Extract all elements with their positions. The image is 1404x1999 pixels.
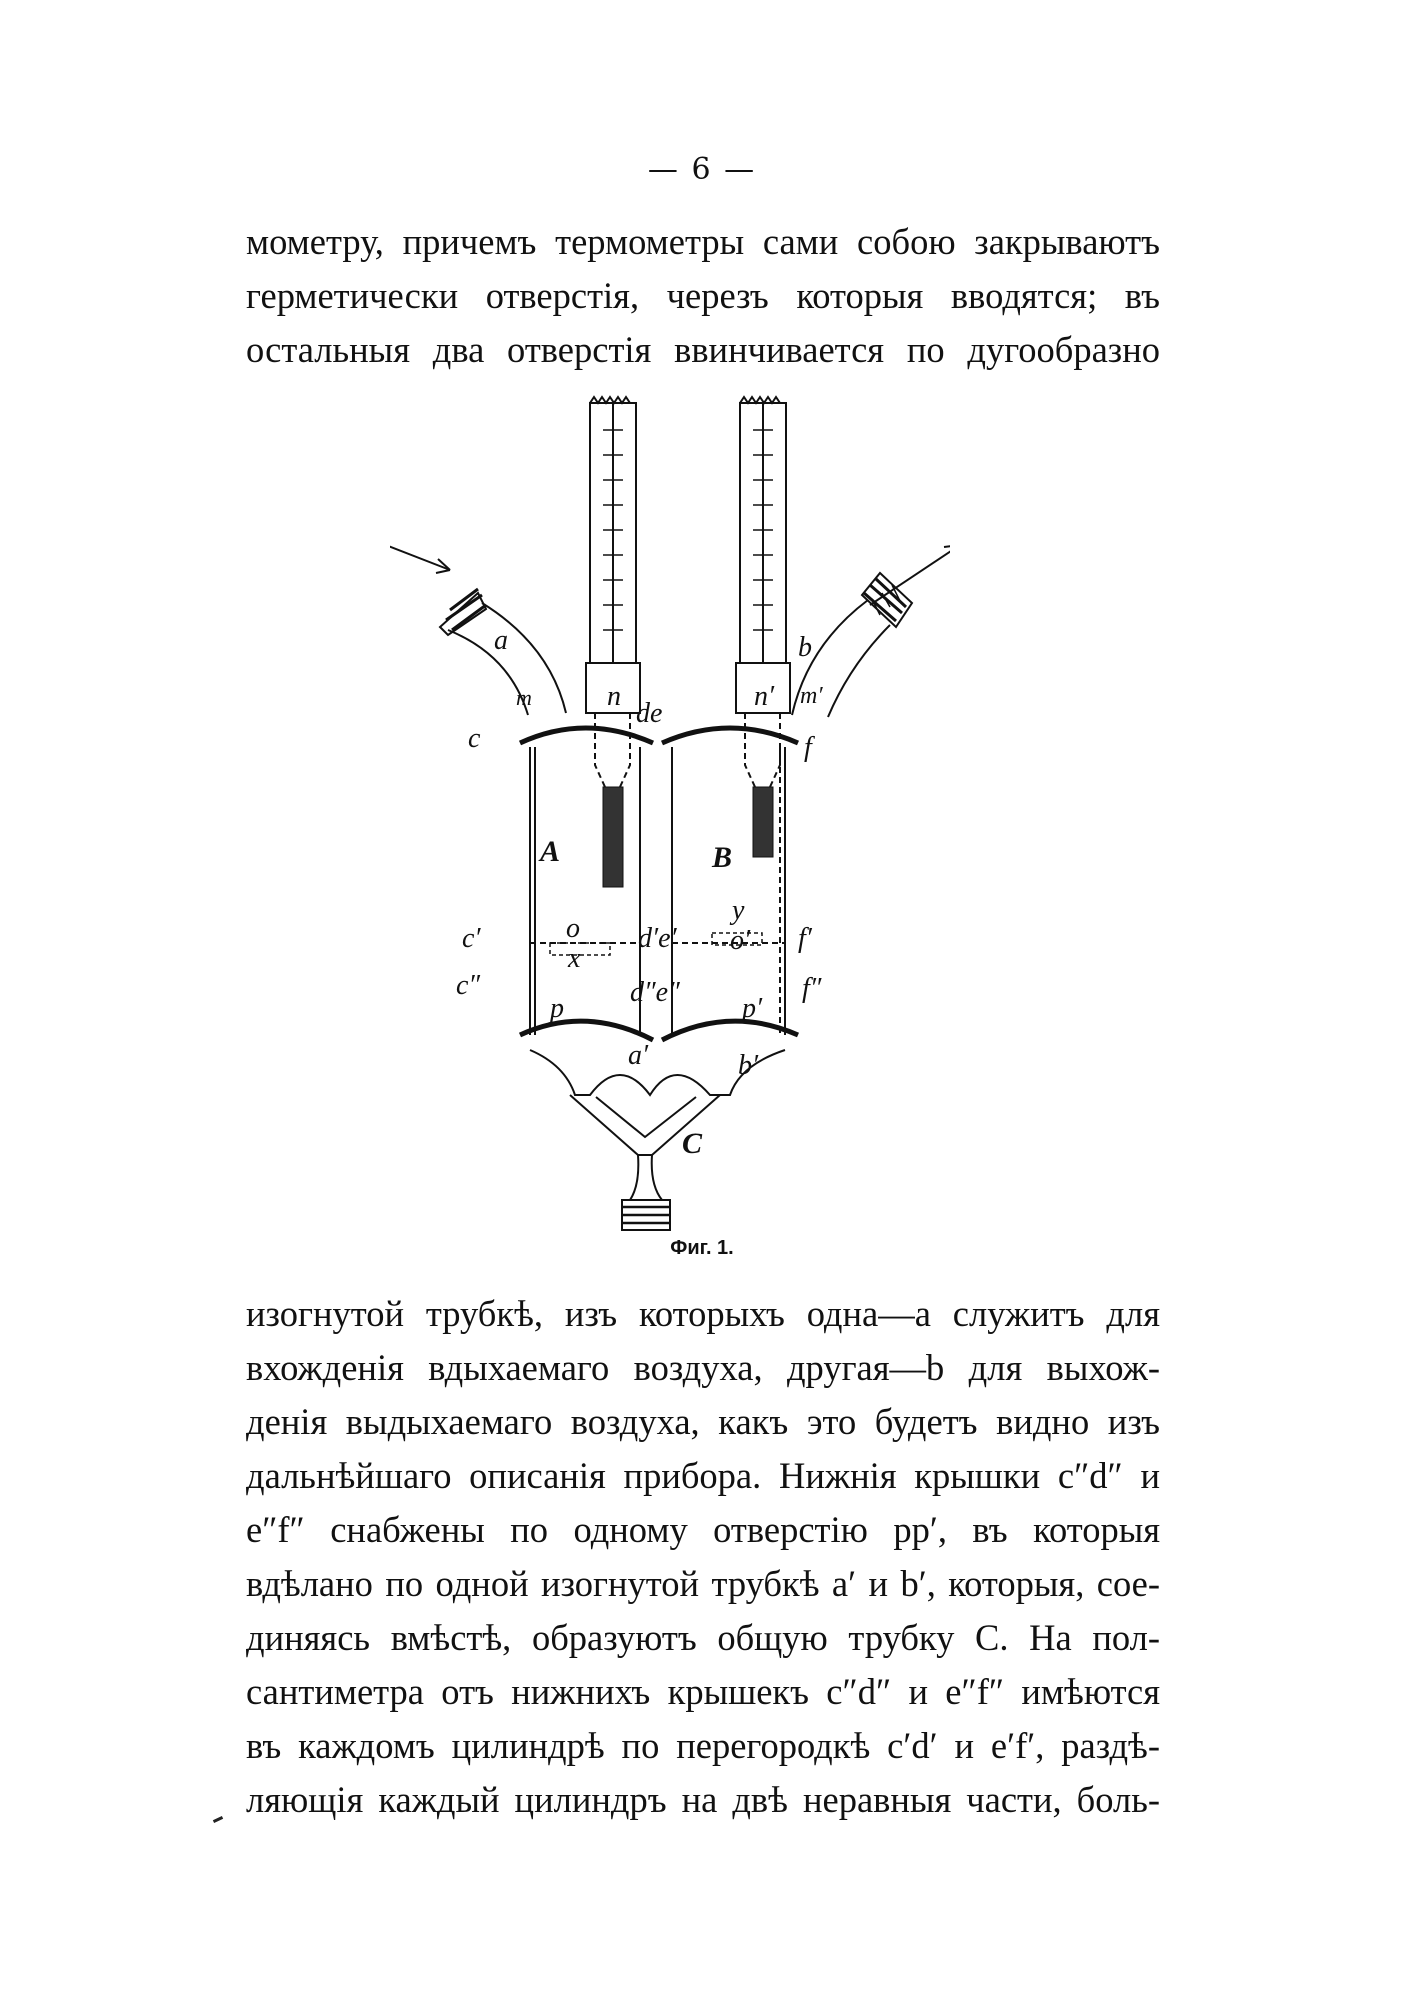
label-p: p bbox=[550, 993, 564, 1024]
label-x: x bbox=[568, 943, 581, 974]
label-m: m bbox=[516, 685, 532, 710]
label-d-prime-e-prime: d′e′ bbox=[638, 923, 677, 954]
label-A: A bbox=[540, 835, 561, 868]
label-o: o bbox=[566, 913, 580, 944]
label-f-prime: f′ bbox=[798, 923, 812, 954]
text-line: герметически отверстія, черезъ которыя вводятся; въ bbox=[246, 275, 1160, 316]
top-paragraph bbox=[246, 215, 1160, 377]
stray-ink-mark bbox=[213, 1816, 223, 1823]
label-c-double-prime: c″ bbox=[456, 970, 481, 1001]
label-a: a bbox=[494, 625, 508, 656]
label-o-prime: o′ bbox=[730, 925, 751, 956]
label-c-prime: c′ bbox=[462, 923, 481, 954]
text-line: диняясь вмѣстѣ, образуютъ общую трубку C. На пол- bbox=[246, 1617, 1160, 1658]
apparatus-drawing bbox=[390, 395, 950, 1235]
text-line: денія выдыхаемаго воздуха, какъ это будетъ видно изъ bbox=[246, 1401, 1160, 1442]
figure-caption: Фиг. 1. bbox=[670, 1237, 734, 1259]
apparatus-figure bbox=[390, 395, 950, 1235]
text-line: сантиметра отъ нижнихъ крышекъ c″d″ и e″f″ имѣются bbox=[246, 1671, 1160, 1712]
label-p-prime: p′ bbox=[742, 993, 763, 1024]
bottom-paragraph bbox=[246, 1287, 1160, 1827]
text-line: остальныя два отверстія ввинчивается по дугообразно bbox=[246, 329, 1160, 370]
label-m-prime: m′ bbox=[800, 683, 823, 709]
label-C: C bbox=[682, 1127, 703, 1160]
text-line: вхожденія вдыхаемаго воздуха, другая—b для выхож- bbox=[246, 1347, 1160, 1388]
text-line: ляющія каждый цилиндръ на двѣ неравныя части, боль- bbox=[246, 1779, 1160, 1820]
text-line: мометру, причемъ термометры сами собою закрываютъ bbox=[246, 221, 1160, 262]
label-f: f bbox=[804, 732, 812, 763]
label-y: y bbox=[732, 895, 745, 926]
page-number: — 6 — bbox=[647, 152, 757, 187]
label-b: b bbox=[798, 632, 812, 663]
cylinder-B bbox=[662, 728, 798, 1040]
label-n: n bbox=[607, 681, 621, 712]
label-f-double-prime: f″ bbox=[802, 973, 822, 1004]
label-n-prime: n′ bbox=[754, 681, 775, 712]
text-line: дальнѣйшаго описанія прибора. Нижнія крышки c″d″ и bbox=[246, 1455, 1160, 1496]
text-line: e″f″ снабжены по одному отверстію pp′, въ которыя bbox=[246, 1509, 1160, 1550]
label-b-prime: b′ bbox=[738, 1050, 759, 1081]
right-thermometer bbox=[736, 397, 790, 857]
text-line: изогнутой трубкѣ, изъ которыхъ одна—a служитъ для bbox=[246, 1293, 1160, 1334]
label-de: de bbox=[636, 698, 663, 729]
label-B: B bbox=[712, 841, 733, 874]
label-d-double-prime-e-double-prime: d″e″ bbox=[630, 977, 680, 1008]
left-thermometer bbox=[586, 397, 640, 887]
label-c: c bbox=[468, 723, 481, 754]
label-a-prime: a′ bbox=[628, 1040, 649, 1071]
text-line: въ каждомъ цилиндрѣ по перегородкѣ c′d′ и e′f′, раздѣ- bbox=[246, 1725, 1160, 1766]
text-line: вдѣлано по одной изогнутой трубкѣ a′ и b′, которыя, сое- bbox=[246, 1563, 1160, 1604]
